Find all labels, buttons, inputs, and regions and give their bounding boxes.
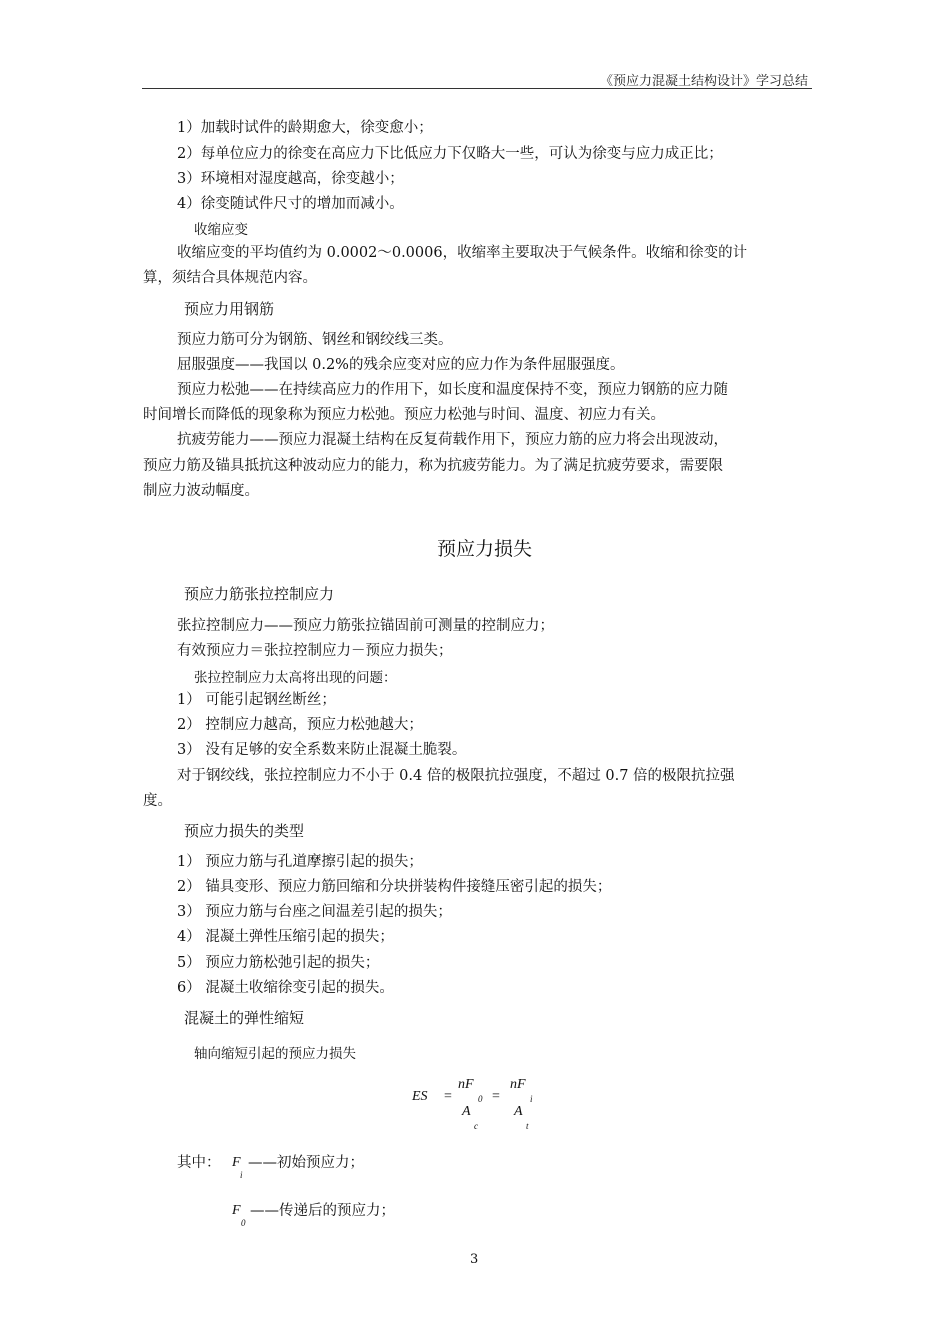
formula-subscript: 0 xyxy=(478,1094,483,1104)
list-item: 4）徐变随试件尺寸的增加而减小。 xyxy=(177,196,404,212)
paragraph-line: 张拉控制应力——预应力筋张拉锚固前可测量的控制应力； xyxy=(177,618,554,634)
paragraph-line: 收缩应变的平均值约为 0.0002～0.0006，收缩率主要取决于气候条件。收缩和徐变的计 xyxy=(177,245,748,261)
list-item: 3） 预应力筋与台座之间温差引起的损失； xyxy=(177,904,452,920)
formula-equals: = xyxy=(444,1089,452,1104)
list-item: 3） 没有足够的安全系数来防止混凝土脆裂。 xyxy=(177,742,467,758)
paragraph-line: 屈服强度——我国以 0.2%的残余应变对应的应力作为条件屈服强度。 xyxy=(177,357,625,373)
symbol-subscript: 0 xyxy=(241,1218,246,1228)
running-header: 《预应力混凝土结构设计》学习总结 xyxy=(599,74,808,89)
formula-lhs: ES xyxy=(412,1089,428,1104)
formula-subscript: i xyxy=(530,1094,533,1104)
list-item: 1） 预应力筋与孔道摩擦引起的损失； xyxy=(177,854,423,870)
paragraph-line: 预应力筋及锚具抵抗这种波动应力的能力，称为抗疲劳能力。为了满足抗疲劳要求，需要限 xyxy=(143,458,723,474)
definition-text: ——传递后的预应力； xyxy=(250,1203,395,1219)
section-heading: 预应力筋张拉控制应力 xyxy=(184,585,335,603)
section-heading: 预应力用钢筋 xyxy=(184,300,275,318)
formula-numerator: nF xyxy=(510,1077,526,1092)
paragraph-line: 有效预应力＝张拉控制应力－预应力损失； xyxy=(177,643,453,659)
subsection-heading: 张拉控制应力太高将出现的问题： xyxy=(194,670,397,686)
list-item: 3）环境相对湿度越高，徐变越小； xyxy=(177,171,404,187)
formula-numerator: nF xyxy=(458,1077,474,1092)
formula-subscript: c xyxy=(474,1121,478,1131)
definition-text: ——初始预应力； xyxy=(248,1155,364,1171)
formula-denominator: A xyxy=(514,1104,523,1119)
list-item: 5） 预应力筋松弛引起的损失； xyxy=(177,955,380,971)
list-item: 2）每单位应力的徐变在高应力下比低应力下仅略大一些，可认为徐变与应力成正比； xyxy=(177,146,723,162)
paragraph-line: 制应力波动幅度。 xyxy=(143,483,259,499)
formula-equals: = xyxy=(492,1089,500,1104)
paragraph-line: 预应力松弛——在持续高应力的作用下，如长度和温度保持不变，预应力钢筋的应力随 xyxy=(177,382,728,398)
section-heading: 混凝土的弹性缩短 xyxy=(184,1009,305,1027)
chapter-title: 预应力损失 xyxy=(437,538,533,560)
paragraph-line: 时间增长而降低的现象称为预应力松弛。预应力松弛与时间、温度、初应力有关。 xyxy=(143,407,665,423)
paragraph-line: 预应力筋可分为钢筋、钢丝和钢绞线三类。 xyxy=(177,332,453,348)
section-heading: 预应力损失的类型 xyxy=(184,822,305,840)
symbol: F xyxy=(232,1155,241,1170)
list-item: 1） 可能引起钢丝断丝； xyxy=(177,692,336,708)
formula-subscript: t xyxy=(526,1121,529,1131)
paragraph-line: 度。 xyxy=(143,793,172,809)
where-label: 其中： xyxy=(177,1155,221,1171)
subsection-heading: 轴向缩短引起的预应力损失 xyxy=(194,1046,356,1062)
page-number: 3 xyxy=(470,1252,479,1267)
symbol-subscript: i xyxy=(240,1170,243,1180)
paragraph-line: 对于钢绞线，张拉控制应力不小于 0.4 倍的极限抗拉强度，不超过 0.7 倍的极限抗拉强 xyxy=(177,768,735,784)
list-item: 2） 控制应力越高，预应力松弛越大； xyxy=(177,717,423,733)
list-item: 1）加载时试件的龄期愈大，徐变愈小； xyxy=(177,120,433,136)
formula-denominator: A xyxy=(462,1104,471,1119)
list-item: 2） 锚具变形、预应力筋回缩和分块拼装构件接缝压密引起的损失； xyxy=(177,879,612,895)
paragraph-line: 抗疲劳能力——预应力混凝土结构在反复荷载作用下，预应力筋的应力将会出现波动， xyxy=(177,432,728,448)
paragraph-line: 算，须结合具体规范内容。 xyxy=(143,270,317,286)
header-rule xyxy=(142,88,812,89)
list-item: 4） 混凝土弹性压缩引起的损失； xyxy=(177,929,394,945)
list-item: 6） 混凝土收缩徐变引起的损失。 xyxy=(177,980,394,996)
symbol: F xyxy=(232,1203,241,1218)
section-heading: 收缩应变 xyxy=(194,222,248,238)
